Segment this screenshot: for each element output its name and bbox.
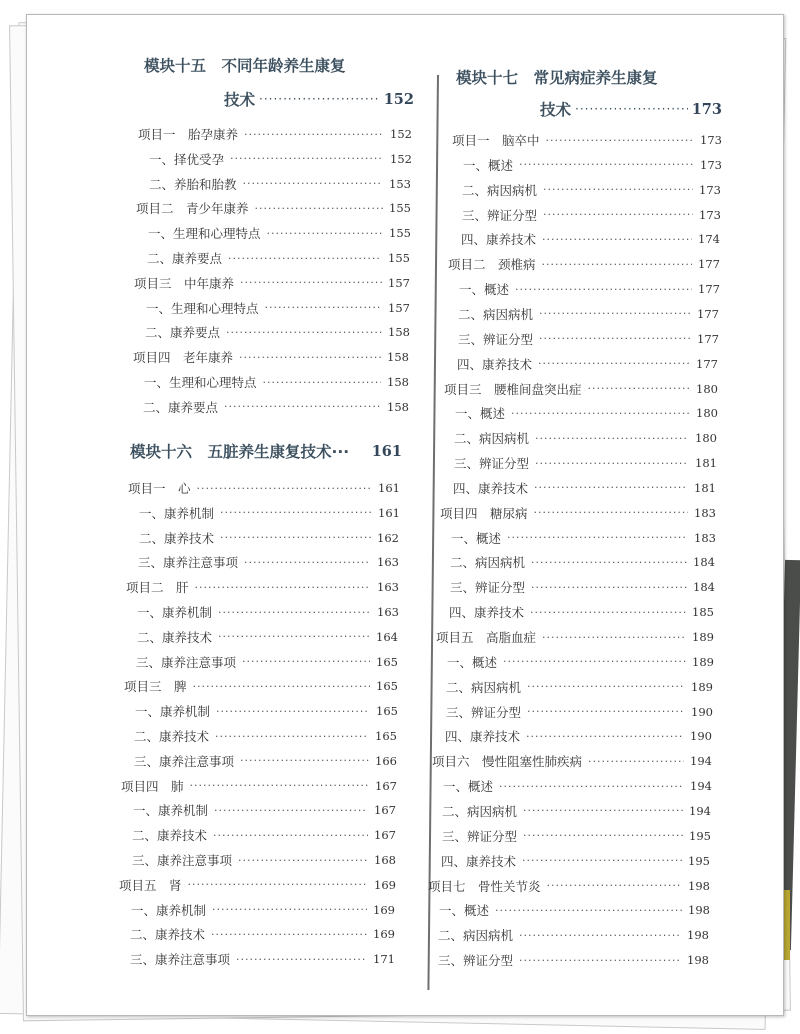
- toc-sub-entry[interactable]: [134, 724, 397, 748]
- entry-label: 一、康养机制: [139, 505, 215, 521]
- entry-label: 四、康养技术: [441, 853, 517, 869]
- entry-label: 二、康养技术: [132, 828, 208, 844]
- entry-label: 一、概述: [439, 903, 490, 919]
- entry-label: 项目五 高脂血症: [436, 630, 537, 645]
- entry-page-number: 167: [375, 778, 397, 793]
- entry-page-number: 180: [696, 381, 718, 396]
- entry-page-number: 161: [378, 481, 400, 495]
- entry-page-number: 198: [687, 928, 709, 943]
- toc-sub-entry[interactable]: [148, 221, 411, 245]
- toc-sub-entry[interactable]: [143, 395, 409, 419]
- leader-dots: [220, 531, 371, 544]
- leader-dots: [588, 382, 691, 395]
- entry-label: 二、康养要点: [145, 325, 221, 341]
- entry-label: 二、病因病机: [446, 679, 522, 695]
- toc-project-entry[interactable]: [432, 749, 712, 773]
- toc-project-entry[interactable]: [444, 377, 718, 401]
- entry-page-number: 185: [692, 605, 714, 620]
- leader-dots: [242, 655, 370, 668]
- toc-sub-entry[interactable]: [147, 246, 410, 270]
- entry-page-number: 173: [700, 157, 722, 172]
- entry-page-number: 177: [696, 356, 718, 371]
- leader-dots: [195, 581, 372, 594]
- entry-label: 二、病因病机: [450, 555, 526, 571]
- entry-label: 三、康养注意事项: [134, 753, 235, 769]
- toc-sub-entry[interactable]: [458, 302, 719, 326]
- leader-dots: [546, 134, 695, 147]
- leader-dots: [522, 854, 682, 867]
- toc-project-entry[interactable]: [436, 625, 714, 649]
- entry-page-number: 165: [375, 729, 397, 743]
- leader-dots: [259, 92, 380, 106]
- entry-page-number: 163: [377, 605, 399, 619]
- toc-project-entry[interactable]: [126, 575, 399, 599]
- leader-dots: [538, 357, 690, 370]
- leader-dots: [240, 276, 382, 289]
- entry-label: 四、康养技术: [445, 729, 521, 745]
- entry-page-number: 173: [699, 182, 721, 197]
- entry-label: 二、病因病机: [442, 803, 518, 819]
- entry-page-number: 173: [700, 133, 722, 147]
- leader-dots: [531, 556, 687, 569]
- leader-dots: [230, 152, 384, 165]
- toc-sub-entry[interactable]: [135, 699, 398, 723]
- toc-sub-entry[interactable]: [447, 650, 714, 674]
- entry-label: 三、康养注意事项: [130, 952, 231, 968]
- toc-sub-entry[interactable]: [458, 327, 719, 351]
- toc-sub-entry[interactable]: [463, 153, 722, 177]
- entry-label: 三、辨证分型: [458, 331, 534, 347]
- module-17-title-cont: 技术: [540, 101, 572, 119]
- entry-page-number: 184: [693, 580, 715, 595]
- entry-page-number: 183: [694, 505, 716, 520]
- toc-project-entry[interactable]: [121, 774, 397, 798]
- toc-sub-entry[interactable]: [133, 798, 396, 822]
- entry-page-number: 165: [376, 679, 398, 694]
- entry-label: 三、辨证分型: [454, 456, 530, 472]
- leader-dots: [193, 680, 371, 693]
- toc-sub-entry[interactable]: [441, 849, 710, 873]
- entry-page-number: 165: [376, 654, 398, 669]
- leader-dots: [188, 878, 369, 891]
- module-17-page: 173: [691, 100, 722, 118]
- leader-dots: [519, 929, 681, 942]
- entry-page-number: 171: [373, 952, 395, 967]
- entry-page-number: 198: [687, 953, 709, 968]
- entry-page-number: 163: [377, 580, 399, 595]
- leader-dots: [519, 158, 694, 171]
- leader-dots: [542, 233, 692, 246]
- entry-page-number: 157: [388, 300, 410, 315]
- module-17-title: 模块十七 常见病症养生康复: [456, 69, 658, 87]
- entry-page-number: 184: [693, 555, 715, 570]
- entry-label: 三、辨证分型: [462, 207, 538, 223]
- leader-dots: [530, 606, 686, 619]
- entry-page-number: 181: [694, 480, 716, 495]
- leader-dots: [243, 177, 384, 190]
- module-15-title-row2: [224, 88, 414, 110]
- entry-label: 三、康养注意事项: [132, 853, 233, 868]
- module-16-page: 161: [371, 442, 402, 460]
- leader-dots: [216, 705, 370, 718]
- leader-dots: [224, 400, 381, 413]
- entry-label: 项目二 青少年康养: [136, 201, 249, 217]
- leader-dots: [531, 581, 687, 594]
- entry-label: 项目三 脾: [124, 679, 187, 695]
- leader-dots: [543, 208, 693, 221]
- entry-label: 项目二 肝: [126, 580, 189, 596]
- entry-page-number: 153: [389, 176, 411, 191]
- entry-page-number: 163: [377, 555, 399, 570]
- toc-project-entry[interactable]: [124, 674, 398, 698]
- leader-dots: [267, 227, 384, 240]
- leader-dots: [212, 903, 367, 916]
- leader-dots: [244, 128, 384, 141]
- entry-page-number: 195: [689, 828, 711, 843]
- module-16-title-row: [130, 440, 402, 462]
- toc-sub-entry[interactable]: [457, 352, 718, 376]
- entry-page-number: 183: [694, 530, 716, 545]
- toc-sub-entry[interactable]: [137, 625, 398, 649]
- entry-label: 二、康养技术: [134, 729, 210, 744]
- toc-sub-entry[interactable]: [145, 320, 410, 344]
- toc-sub-entry[interactable]: [445, 724, 712, 748]
- entry-label: 二、康养要点: [143, 399, 219, 415]
- leader-dots: [218, 606, 371, 619]
- entry-label: 一、概述: [455, 406, 506, 422]
- entry-page-number: 198: [688, 878, 710, 893]
- entry-label: 项目五 肾: [119, 877, 182, 893]
- leader-dots: [515, 283, 692, 296]
- toc-sub-entry[interactable]: [132, 848, 396, 872]
- toc-project-entry[interactable]: [134, 271, 410, 295]
- toc-project-entry[interactable]: [128, 476, 400, 500]
- toc-project-entry[interactable]: [428, 874, 710, 898]
- entry-page-number: 189: [691, 679, 713, 694]
- leader-dots: [238, 854, 368, 867]
- toc-sub-entry[interactable]: [139, 526, 399, 550]
- entry-label: 三、辨证分型: [438, 953, 514, 969]
- entry-label: 二、病因病机: [438, 928, 514, 944]
- toc-sub-entry[interactable]: [438, 948, 709, 972]
- entry-page-number: 180: [696, 406, 718, 421]
- leader-dots: [236, 953, 367, 966]
- entry-label: 项目三 腰椎间盘突出症: [444, 381, 582, 397]
- entry-page-number: 164: [376, 629, 398, 644]
- leader-dots: [539, 307, 691, 320]
- toc-sub-entry[interactable]: [461, 227, 720, 251]
- leader-dots: [190, 779, 370, 792]
- entry-page-number: 190: [690, 729, 712, 744]
- leader-dots: [499, 780, 684, 793]
- toc-sub-entry[interactable]: [149, 172, 411, 196]
- toc-sub-entry[interactable]: [453, 476, 716, 500]
- entry-page-number: 194: [690, 779, 712, 794]
- toc-sub-entry[interactable]: [137, 600, 399, 624]
- toc-sub-entry[interactable]: [455, 401, 718, 425]
- toc-sub-entry[interactable]: [130, 947, 395, 971]
- entry-label: 一、康养机制: [137, 605, 213, 620]
- leader-dots: [244, 556, 371, 569]
- entry-page-number: 167: [374, 828, 396, 843]
- column-divider: [427, 75, 439, 990]
- entry-label: 一、概述: [443, 779, 494, 795]
- entry-label: 项目四 糖尿病: [440, 505, 528, 521]
- entry-page-number: 169: [374, 877, 396, 892]
- entry-label: 三、辨证分型: [450, 580, 526, 596]
- entry-page-number: 189: [692, 654, 714, 669]
- entry-page-number: 194: [690, 754, 712, 769]
- leader-dots: [214, 804, 368, 817]
- toc-sub-entry[interactable]: [462, 203, 721, 227]
- entry-page-number: 162: [377, 530, 399, 545]
- module-17-title-row2: [540, 98, 722, 120]
- entry-label: 项目七 骨性关节炎: [428, 878, 541, 894]
- leader-dots: [263, 376, 382, 389]
- entry-label: 二、病因病机: [458, 306, 534, 322]
- entry-label: 二、康养要点: [147, 251, 223, 266]
- toc-sub-entry[interactable]: [130, 922, 395, 946]
- leader-dots: [547, 879, 683, 892]
- entry-page-number: 177: [697, 306, 719, 321]
- entry-label: 二、康养技术: [137, 629, 213, 645]
- toc-project-entry[interactable]: [448, 252, 720, 276]
- leader-dots: [240, 754, 369, 767]
- entry-label: 三、辨证分型: [442, 828, 518, 844]
- toc-sub-entry[interactable]: [462, 178, 721, 202]
- leader-dots: [255, 202, 384, 215]
- entry-page-number: 155: [389, 226, 411, 241]
- entry-page-number: 169: [373, 902, 395, 917]
- leader-dots: [495, 904, 682, 917]
- entry-label: 项目三 中年康养: [134, 275, 235, 291]
- leader-dots: [228, 252, 382, 265]
- entry-label: 项目四 老年康养: [133, 350, 234, 366]
- entry-label: 项目二 颈椎病: [448, 257, 536, 273]
- toc-sub-entry[interactable]: [449, 600, 714, 624]
- entry-page-number: 155: [388, 251, 410, 265]
- entry-page-number: 158: [387, 399, 409, 414]
- entry-label: 四、康养技术: [457, 356, 533, 372]
- toc-sub-entry[interactable]: [442, 799, 711, 823]
- toc-sub-entry[interactable]: [138, 550, 399, 574]
- entry-page-number: 158: [387, 350, 409, 365]
- entry-label: 项目六 慢性阻塞性肺疾病: [432, 754, 583, 770]
- entry-page-number: 152: [390, 127, 412, 141]
- toc-sub-entry[interactable]: [139, 501, 400, 525]
- leader-dots: [535, 432, 689, 445]
- toc-sub-entry[interactable]: [131, 898, 395, 922]
- leader-dots: [211, 928, 367, 941]
- toc-project-entry[interactable]: [133, 345, 409, 369]
- toc-sub-entry[interactable]: [146, 296, 410, 320]
- entry-page-number: 158: [387, 375, 409, 389]
- leader-dots: [526, 730, 684, 743]
- entry-label: 三、康养注意事项: [136, 654, 237, 670]
- leader-dots: [542, 631, 686, 644]
- entry-label: 一、康养机制: [131, 902, 207, 918]
- entry-page-number: 167: [374, 803, 396, 818]
- toc-sub-entry[interactable]: [446, 675, 713, 699]
- entry-page-number: 174: [698, 232, 720, 247]
- entry-page-number: 166: [375, 753, 397, 768]
- toc-sub-entry[interactable]: [134, 749, 397, 773]
- leader-dots: [588, 755, 684, 768]
- leader-dots: [507, 531, 688, 544]
- entry-label: 二、病因病机: [462, 182, 538, 198]
- entry-label: 一、康养机制: [133, 803, 209, 819]
- leader-dots: [213, 829, 368, 842]
- entry-label: 一、生理和心理特点: [146, 300, 259, 316]
- entry-page-number: 173: [699, 207, 721, 222]
- entry-page-number: 198: [688, 903, 710, 918]
- toc-sub-entry[interactable]: [144, 370, 409, 394]
- entry-label: 一、概述: [459, 282, 510, 298]
- toc-sub-entry[interactable]: [136, 650, 398, 674]
- entry-label: 四、康养技术: [461, 232, 537, 248]
- toc-project-entry[interactable]: [138, 122, 412, 146]
- entry-page-number: 189: [692, 630, 714, 644]
- toc-sub-entry[interactable]: [149, 147, 412, 171]
- entry-page-number: 152: [390, 151, 412, 166]
- toc-project-entry[interactable]: [119, 873, 396, 897]
- entry-label: 一、生理和心理特点: [144, 375, 257, 390]
- toc-project-entry[interactable]: [452, 128, 722, 152]
- entry-page-number: 194: [689, 803, 711, 818]
- toc-sub-entry[interactable]: [451, 526, 716, 550]
- leader-dots: [542, 258, 693, 271]
- entry-page-number: 180: [695, 431, 717, 446]
- leader-dots: [535, 457, 689, 470]
- entry-label: 项目一 心: [128, 481, 191, 496]
- leader-dots: [527, 680, 685, 693]
- entry-page-number: 195: [688, 853, 710, 868]
- leader-dots: [226, 326, 382, 339]
- leader-dots: [519, 954, 681, 967]
- entry-label: 一、生理和心理特点: [148, 226, 261, 242]
- toc-sub-entry[interactable]: [454, 451, 717, 475]
- entry-page-number: 157: [388, 275, 410, 290]
- module-15-title-cont: 技术: [224, 91, 256, 109]
- entry-page-number: 168: [374, 853, 396, 867]
- leader-dots: [511, 407, 690, 420]
- toc-sub-entry[interactable]: [459, 277, 720, 301]
- entry-page-number: 177: [697, 331, 719, 346]
- entry-label: 四、康养技术: [453, 480, 529, 496]
- entry-label: 四、康养技术: [449, 605, 525, 621]
- leader-dots: [534, 506, 689, 519]
- entry-label: 一、康养机制: [135, 704, 211, 720]
- entry-page-number: 190: [691, 704, 713, 719]
- toc-sub-entry[interactable]: [443, 774, 712, 798]
- entry-label: 一、概述: [451, 530, 502, 546]
- entry-label: 一、概述: [447, 654, 498, 670]
- entry-page-number: 158: [388, 325, 410, 340]
- entry-page-number: 181: [695, 456, 717, 471]
- entry-label: 项目一 胎孕康养: [138, 127, 239, 142]
- toc-project-entry[interactable]: [136, 196, 411, 220]
- module-15-title: 模块十五 不同年龄养生康复: [144, 57, 346, 75]
- entry-page-number: 177: [698, 257, 720, 272]
- entry-page-number: 165: [376, 704, 398, 719]
- leader-dots: [239, 351, 381, 364]
- entry-label: 三、辨证分型: [446, 704, 522, 720]
- entry-label: 二、康养技术: [139, 530, 215, 546]
- entry-label: 二、养胎和胎教: [149, 176, 237, 192]
- module-16-title: 模块十六 五脏养生康复技术···: [130, 443, 350, 461]
- leader-dots: [523, 804, 683, 817]
- entry-label: 一、择优受孕: [149, 151, 225, 167]
- entry-page-number: 169: [373, 927, 395, 942]
- toc-sub-entry[interactable]: [442, 824, 711, 848]
- toc-sub-entry[interactable]: [454, 426, 717, 450]
- entry-label: 项目四 肺: [121, 778, 184, 794]
- toc-sub-entry[interactable]: [439, 898, 710, 922]
- leader-dots: [543, 183, 693, 196]
- module-15-page: 152: [383, 90, 414, 108]
- leader-dots: [539, 332, 691, 345]
- toc-sub-entry[interactable]: [450, 575, 715, 599]
- entry-label: 三、康养注意事项: [138, 555, 239, 571]
- entry-page-number: 155: [389, 201, 411, 216]
- toc-sub-entry[interactable]: [438, 923, 709, 947]
- toc-sub-entry[interactable]: [450, 550, 715, 574]
- toc-project-entry[interactable]: [440, 501, 716, 525]
- leader-dots: [534, 481, 688, 494]
- entry-label: 二、康养技术: [130, 927, 206, 943]
- entry-page-number: 161: [378, 505, 400, 520]
- leader-dots: [503, 655, 686, 668]
- entry-label: 一、概述: [463, 157, 514, 173]
- entry-label: 项目一 脑卒中: [452, 133, 540, 148]
- leader-dots: [523, 829, 683, 842]
- leader-dots: [527, 705, 685, 718]
- entry-label: 二、病因病机: [454, 431, 530, 447]
- leader-dots: [215, 730, 369, 743]
- entry-page-number: 177: [698, 282, 720, 297]
- toc-sub-entry[interactable]: [446, 700, 713, 724]
- leader-dots: [220, 506, 372, 519]
- leader-dots: [575, 102, 688, 116]
- leader-dots: [265, 301, 383, 314]
- leader-dots: [197, 482, 373, 495]
- toc-sub-entry[interactable]: [132, 823, 396, 847]
- leader-dots: [218, 630, 370, 643]
